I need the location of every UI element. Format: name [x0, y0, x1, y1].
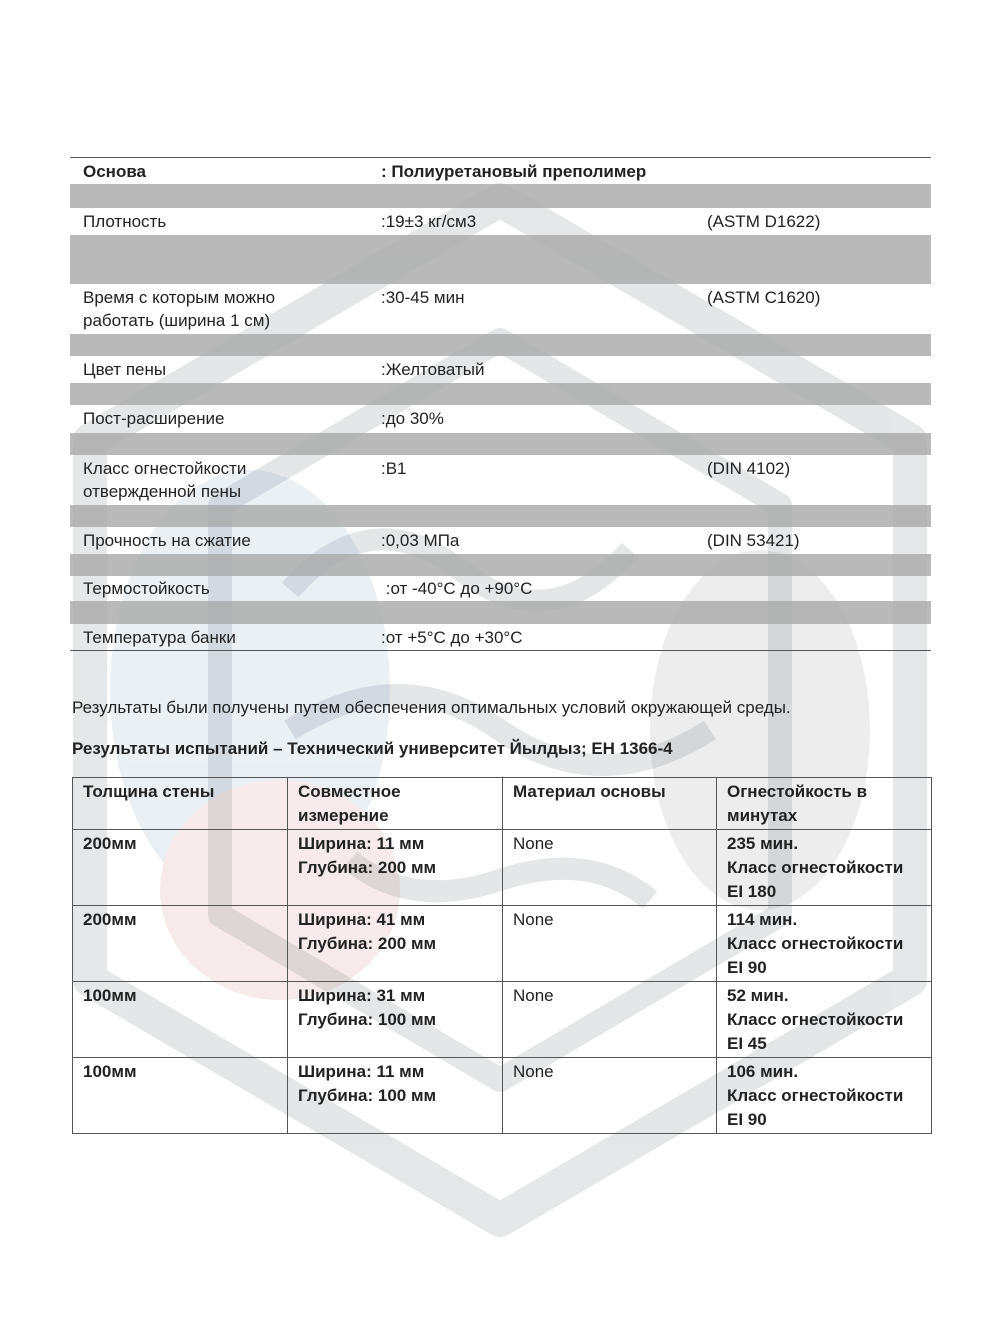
spec-label: Основа [83, 162, 147, 181]
spec-value: :до 30% [381, 409, 444, 428]
spec-value: :30-45 мин [381, 288, 465, 307]
spec-value: :Желтоватый [381, 360, 485, 379]
results-table [72, 777, 932, 1134]
spec-standard: (ASTM C1620) [707, 288, 821, 307]
row-separator [70, 334, 931, 356]
spec-standard: (ASTM D1622) [707, 212, 821, 231]
cell-joint-measurement: Ширина: 11 мм Глубина: 200 мм [288, 830, 503, 906]
cell-wall-thickness: 200мм [73, 906, 288, 982]
spec-row-post-expansion [70, 405, 931, 433]
cell-joint-measurement: Ширина: 41 мм Глубина: 200 мм [288, 906, 503, 982]
cell-wall-thickness: 100мм [73, 1058, 288, 1134]
spec-value: : Полиуретановый преполимер [381, 162, 647, 181]
row-separator [70, 505, 931, 527]
header-joint-measurement: Совместное измерение [288, 778, 503, 830]
results-header-row [73, 778, 932, 830]
cell-fire-resistance: 114 мин. Класс огнестойкости EI 90 [717, 906, 932, 982]
spec-row-working-time [70, 284, 931, 334]
spec-row-fire-class [70, 455, 931, 505]
cell-wall-thickness: 200мм [73, 830, 288, 906]
cell-base-material: None [503, 830, 717, 906]
spec-value: :0,03 МПа [381, 531, 460, 550]
header-wall-thickness: Толщина стены [73, 778, 288, 830]
cell-joint-measurement: Ширина: 31 мм Глубина: 100 мм [288, 982, 503, 1058]
spec-label-line: Время с которым можно [83, 288, 276, 307]
spec-row-can-temperature [70, 624, 931, 650]
spec-label: Плотность [83, 212, 167, 231]
spec-label: Температура банки [83, 628, 236, 647]
cell-joint-measurement: Ширина: 11 мм Глубина: 100 мм [288, 1058, 503, 1134]
cell-fire-resistance: 52 мин. Класс огнестойкости EI 45 [717, 982, 932, 1058]
table-row [73, 982, 932, 1058]
spec-label-line: работать (ширина 1 см) [83, 311, 271, 330]
spec-row-heat-resistance [70, 576, 931, 601]
header-fire-resistance: Огнестойкость в минутах [717, 778, 932, 830]
table-row [73, 1058, 932, 1134]
results-heading: Результаты испытаний – Технический университет Йылдыз; EH 1366-4 [72, 739, 673, 758]
spec-label: Термостойкость [83, 579, 210, 598]
spec-table [70, 157, 931, 651]
row-separator [70, 554, 931, 576]
spec-label: Цвет пены [83, 360, 167, 379]
spec-row-density [70, 208, 931, 235]
row-separator [70, 184, 931, 208]
spec-label: Прочность на сжатие [83, 531, 251, 550]
cell-base-material: None [503, 906, 717, 982]
cell-wall-thickness: 100мм [73, 982, 288, 1058]
table-row [73, 830, 932, 906]
spec-label-line: Класс огнестойкости [83, 459, 247, 478]
cell-fire-resistance: 106 мин. Класс огнестойкости EI 90 [717, 1058, 932, 1134]
spec-row-foam-color [70, 356, 931, 383]
spec-row-base [70, 158, 931, 184]
conditions-note: Результаты были получены путем обеспечения оптимальных условий окружающей среды. [72, 698, 791, 717]
spec-label: Пост-расширение [83, 409, 225, 428]
cell-fire-resistance: 235 мин. Класс огнестойкости EI 180 [717, 830, 932, 906]
spec-label-line: отвержденной пены [83, 482, 242, 501]
cell-base-material: None [503, 982, 717, 1058]
table-row [73, 906, 932, 982]
spec-value: :от -40°C до +90°C [381, 579, 533, 598]
spec-standard: (DIN 4102) [707, 459, 791, 478]
row-separator [70, 383, 931, 405]
row-separator [70, 601, 931, 624]
spec-value: :B1 [381, 459, 407, 478]
header-base-material: Материал основы [503, 778, 717, 830]
cell-base-material: None [503, 1058, 717, 1134]
spec-value: :19±3 кг/см3 [381, 212, 477, 231]
row-separator [70, 433, 931, 455]
spec-value: :от +5°C до +30°C [381, 628, 523, 647]
spec-row-compressive-strength [70, 527, 931, 554]
spec-standard: (DIN 53421) [707, 531, 800, 550]
row-separator [70, 235, 931, 284]
